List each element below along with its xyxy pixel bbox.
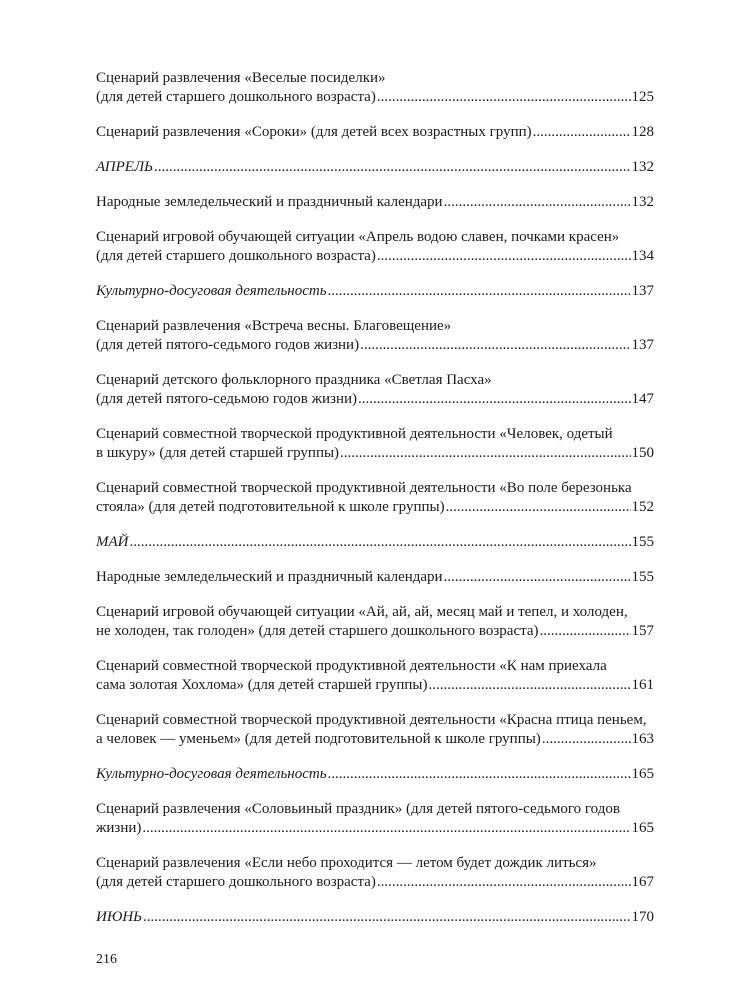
toc-page-number: 128 [631, 124, 654, 140]
toc-page-number: 161 [631, 677, 654, 693]
toc-page-number: 165 [631, 766, 654, 782]
toc-entry-text: сама золотая Хохлома» (для детей старшей группы) [96, 677, 428, 693]
toc-entry-text: Культурно-досуговая деятельность [96, 283, 327, 299]
toc-entry-text: а человек — уменьем» (для детей подготовительной к школе группы) [96, 731, 541, 747]
page-number: 216 [96, 952, 117, 967]
toc-section-heading [96, 158, 654, 177]
dot-leader [533, 123, 631, 142]
dot-leader [540, 622, 631, 641]
toc-entry-last-line [96, 158, 654, 177]
toc-entry-text-line: Сценарий развлечения «Если небо проходится — летом будет дождик литься» [96, 855, 597, 871]
toc-entry-last-line [96, 765, 654, 784]
toc-entry-last-line [96, 819, 654, 838]
dot-leader [358, 390, 631, 409]
toc-entry-text: жизни) [96, 820, 142, 836]
toc-page-number: 150 [631, 445, 654, 461]
toc-entry-last-line [96, 444, 654, 463]
toc-page-number: 157 [631, 623, 654, 639]
toc-section-heading [96, 765, 654, 784]
toc-entry-text: стояла» (для детей подготовительной к школе группы) [96, 499, 445, 515]
toc-page-number: 152 [631, 499, 654, 515]
toc-entry-text-line: Сценарий детского фольклорного праздника «Светлая Пасха» [96, 372, 492, 388]
dot-leader [340, 444, 630, 463]
toc-entry [96, 603, 654, 641]
toc-entry-last-line [96, 568, 654, 587]
toc-entry [96, 711, 654, 749]
toc-entry-last-line [96, 282, 654, 301]
toc-entry-text-line: Сценарий совместной творческой продуктивной деятельности «Человек, одетый [96, 426, 613, 442]
toc-entry-text: (для детей пятого-седьмого годов жизни) [96, 337, 360, 353]
dot-leader [542, 730, 631, 749]
dot-leader [377, 88, 631, 107]
toc-entry-last-line [96, 533, 654, 552]
dot-leader [444, 193, 631, 212]
toc-page-number: 165 [631, 820, 654, 836]
toc-entry-text-line: Сценарий развлечения «Соловьиный праздник» (для детей пятого-седьмого годов [96, 801, 620, 817]
toc-entry [96, 69, 654, 107]
toc-entry-text: (для детей старшего дошкольного возраста) [96, 248, 376, 264]
toc-entry [96, 123, 654, 142]
toc-entry-last-line [96, 193, 654, 212]
toc-section-heading [96, 908, 654, 927]
toc-entry-text-line: Сценарий игровой обучающей ситуации «Апрель водою славен, почками красен» [96, 229, 620, 245]
toc-entry-text-line: Сценарий совместной творческой продуктивной деятельности «Красна птица пеньем, [96, 712, 647, 728]
toc-entry-text: Сценарий развлечения «Сороки» (для детей всех возрастных групп) [96, 124, 532, 140]
toc-entry-text: ИЮНЬ [96, 909, 142, 925]
toc-entry-text: (для детей старшего дошкольного возраста) [96, 874, 376, 890]
toc-entry-last-line [96, 247, 654, 266]
dot-leader [142, 819, 630, 838]
toc-entry-text: Культурно-досуговая деятельность [96, 766, 327, 782]
toc-page-number: 132 [631, 194, 654, 210]
toc-entry [96, 371, 654, 409]
toc-page-number: 125 [631, 89, 654, 105]
toc-entry-last-line [96, 873, 654, 892]
toc-entry-last-line [96, 336, 654, 355]
dot-leader [360, 336, 630, 355]
toc-entry-text: в шкуру» (для детей старшей группы) [96, 445, 340, 461]
toc-entry-last-line [96, 498, 654, 517]
dot-leader [444, 568, 631, 587]
table-of-contents [96, 69, 654, 943]
toc-entry-text: (для детей старшего дошкольного возраста) [96, 89, 376, 105]
toc-page-number: 137 [631, 283, 654, 299]
dot-leader [328, 765, 631, 784]
toc-entry-last-line [96, 390, 654, 409]
toc-page-number: 155 [631, 534, 654, 550]
toc-page-number: 137 [631, 337, 654, 353]
toc-entry-text-line: Сценарий совместной творческой продуктивной деятельности «К нам приехала [96, 658, 607, 674]
toc-entry-last-line [96, 730, 654, 749]
dot-leader [377, 873, 631, 892]
dot-leader [130, 533, 631, 552]
toc-page-number: 170 [631, 909, 654, 925]
toc-section-heading [96, 282, 654, 301]
toc-entry-last-line [96, 123, 654, 142]
toc-entry-last-line [96, 622, 654, 641]
toc-entry-last-line [96, 908, 654, 927]
toc-entry [96, 317, 654, 355]
toc-page-number: 155 [631, 569, 654, 585]
toc-page-number: 134 [631, 248, 654, 264]
toc-entry-text-line: Сценарий развлечения «Встреча весны. Благовещение» [96, 318, 452, 334]
toc-page-number: 147 [631, 391, 654, 407]
toc-entry [96, 479, 654, 517]
toc-entry-text: МАЙ [96, 534, 129, 550]
toc-entry [96, 800, 654, 838]
toc-entry-last-line [96, 676, 654, 695]
dot-leader [377, 247, 631, 266]
dot-leader [428, 676, 630, 695]
toc-entry-text: не холоден, так голоден» (для детей старшего дошкольного возраста) [96, 623, 539, 639]
toc-page-number: 167 [631, 874, 654, 890]
toc-entry-last-line [96, 88, 654, 107]
dot-leader [446, 498, 631, 517]
toc-entry [96, 193, 654, 212]
toc-entry [96, 425, 654, 463]
toc-entry-text-line: Сценарий совместной творческой продуктивной деятельности «Во поле березонька [96, 480, 632, 496]
dot-leader [328, 282, 631, 301]
dot-leader [143, 908, 631, 927]
toc-page-number: 163 [631, 731, 654, 747]
toc-entry-text: Народные земледельческий и праздничный календари [96, 569, 443, 585]
toc-entry-text: (для детей пятого-седьмою годов жизни) [96, 391, 357, 407]
toc-page-number: 132 [631, 159, 654, 175]
dot-leader [154, 158, 631, 177]
toc-section-heading [96, 533, 654, 552]
toc-entry [96, 228, 654, 266]
toc-entry [96, 657, 654, 695]
toc-entry-text-line: Сценарий игровой обучающей ситуации «Ай, ай, ай, месяц май и тепел, и холоден, [96, 604, 628, 620]
toc-entry [96, 854, 654, 892]
toc-entry [96, 568, 654, 587]
toc-entry-text: АПРЕЛЬ [96, 159, 153, 175]
toc-entry-text-line: Сценарий развлечения «Веселые посиделки» [96, 70, 386, 86]
toc-entry-text: Народные земледельческий и праздничный календари [96, 194, 443, 210]
